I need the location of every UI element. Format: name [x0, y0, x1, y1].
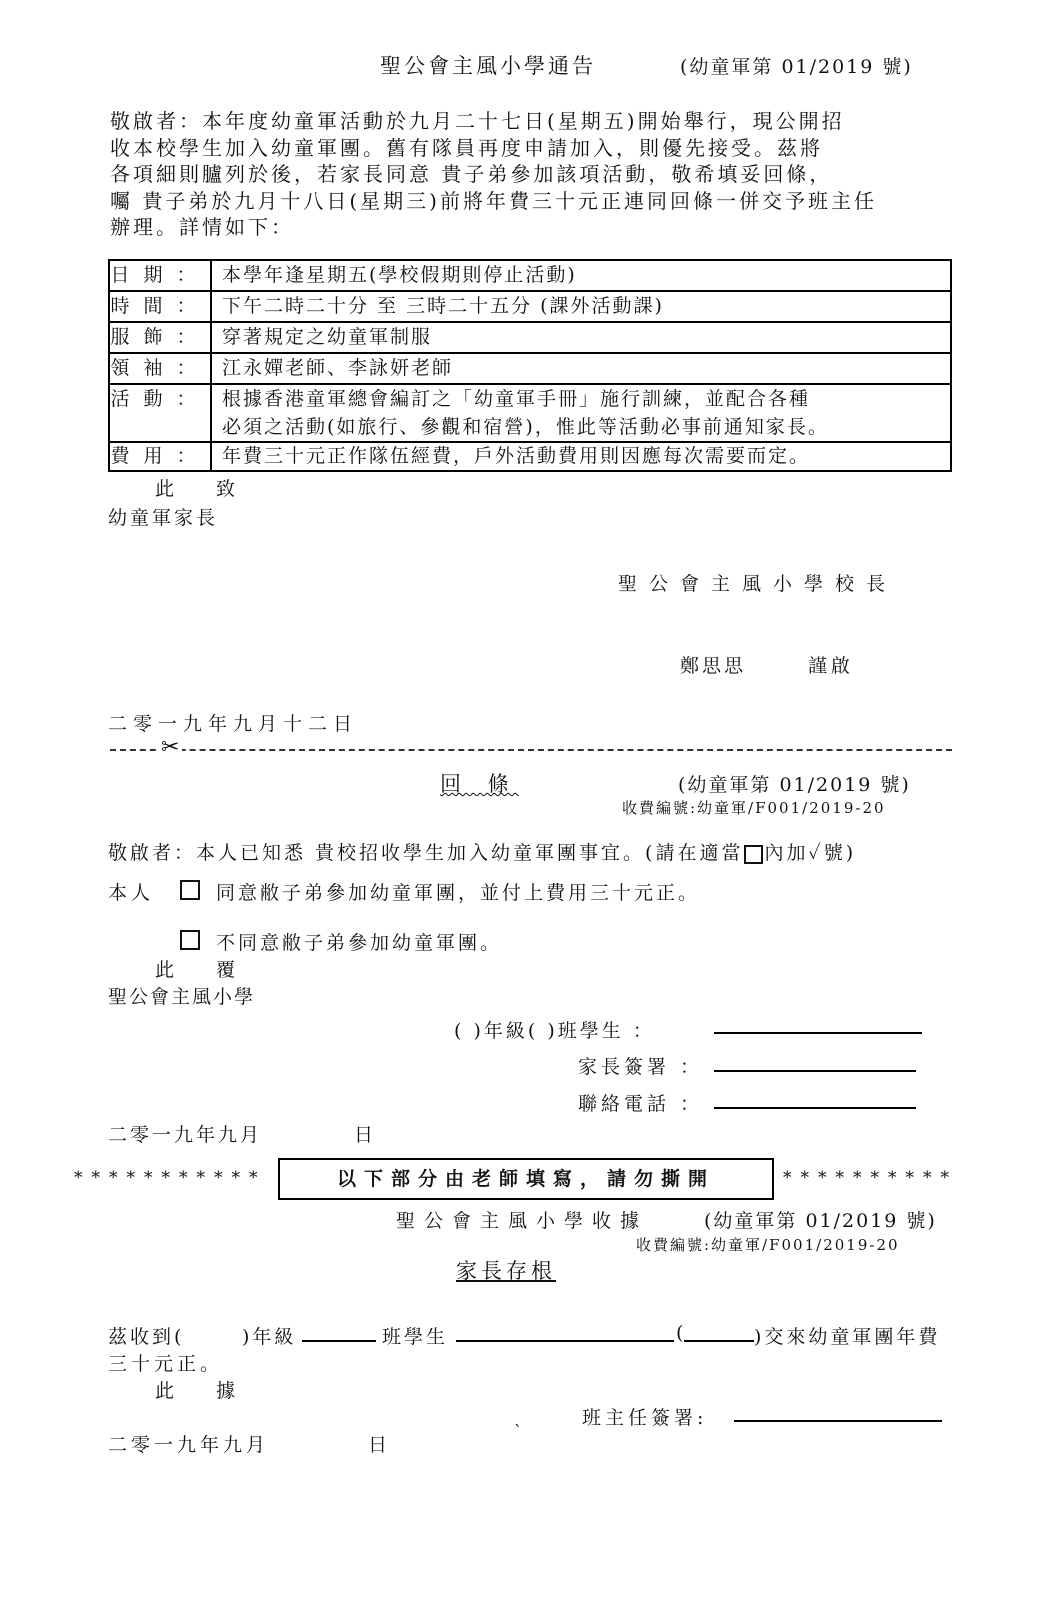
- reply-closing: 此 覆: [155, 959, 254, 981]
- receipt-date: 二零一九年九月: [108, 1434, 270, 1456]
- contact-phone-label: 聯絡電話 ：: [578, 1093, 704, 1115]
- detail-label: 領袖：: [109, 353, 211, 384]
- table-row: [109, 260, 951, 291]
- detail-value-line: 江永嬋老師、李詠妍老師: [222, 357, 454, 379]
- intro-line: 囑 貴子弟於九月十八日(星期三)前將年費三十元正連同回條一併交予班主任: [110, 188, 877, 213]
- detail-value: [211, 353, 951, 384]
- salutation: 此 致: [155, 478, 254, 500]
- table-row: [109, 442, 951, 471]
- receipt-text-d: (: [676, 1322, 684, 1344]
- reply-instruction-post: 號): [823, 842, 857, 864]
- table-row: [109, 353, 951, 384]
- agree-option-label: 同意敝子弟參加幼童軍團，並付上費用三十元正。: [216, 882, 701, 904]
- reply-intro-line: [108, 838, 856, 865]
- contact-phone-field[interactable]: [714, 1107, 916, 1109]
- receipt-text-c: 班學生: [382, 1326, 449, 1348]
- receipt-fee-code: 收費編號:幼童軍/F001/2019-20: [636, 1236, 900, 1254]
- reply-title: 回 條: [440, 772, 519, 796]
- check-mark-icon: ✓: [808, 842, 824, 864]
- banner-stars-right: **********: [783, 1168, 958, 1188]
- receipt-class-field[interactable]: [302, 1340, 376, 1342]
- detail-value-line: 穿著規定之幼童軍制服: [222, 326, 433, 348]
- detail-value-line: 本學年逢星期五(學校假期則停止活動): [222, 264, 577, 286]
- detail-value-line: 年費三十元正作隊伍經費，戶外活動費用則因應每次需要而定。: [222, 445, 811, 467]
- teacher-section-banner: 以下部分由老師填寫，請勿撕開: [278, 1158, 774, 1200]
- parent-signature-label: 家長簽署 ：: [578, 1056, 704, 1078]
- intro-line: 辦理。詳情如下：: [110, 215, 294, 239]
- intro-line: 敬啟者：本年度幼童軍活動於九月二十七日(星期五)開始舉行，現公開招: [110, 109, 845, 133]
- reply-instruction-mid: 內加: [764, 842, 809, 864]
- receipt-title: 聖公會主風小學收據: [396, 1210, 649, 1232]
- reply-intro: 敬啟者：本人已知悉 貴校招收學生加入幼童軍團事宜。: [108, 842, 646, 864]
- receipt-reference: (幼童軍第 01/2019 號): [704, 1210, 937, 1232]
- student-class-label: ( )年級( )班學生 ：: [454, 1020, 655, 1042]
- agree-checkbox[interactable]: [180, 880, 200, 900]
- teacher-signature-label: 班主任簽署:: [582, 1407, 708, 1429]
- receipt-class-number-field[interactable]: [684, 1340, 754, 1342]
- reply-date: 二零一九年九月: [108, 1124, 263, 1146]
- detail-value: [211, 322, 951, 353]
- detail-label: 費用：: [109, 442, 211, 471]
- person-label: 本人: [108, 882, 155, 904]
- detail-label: 日期：: [109, 260, 211, 291]
- detail-label: 服飾：: [109, 322, 211, 353]
- intro-line: 各項細則臚列於後，若家長同意 貴子弟參加該項活動，敬希填妥回條，: [110, 162, 833, 186]
- detail-value-line: 必須之活動(如旅行、參觀和宿營)，惟此等活動必事前通知家長。: [222, 416, 829, 438]
- table-row: [109, 322, 951, 353]
- receipt-text-e: )交來幼童軍團年費: [754, 1326, 941, 1348]
- table-row: [109, 384, 951, 442]
- intro-line: 收本校學生加入幼童軍團。舊有隊員再度申請加入，則優先接受。茲將: [110, 135, 823, 160]
- reply-day-suffix: 日: [354, 1124, 374, 1146]
- receipt-student-name-field[interactable]: [456, 1340, 674, 1342]
- teacher-signature-field[interactable]: [734, 1420, 942, 1422]
- receipt-text-amount: 三十元正。: [108, 1353, 224, 1375]
- detail-value-line: 下午二時二十分 至 三時二十五分 (課外活動課): [222, 295, 664, 317]
- scissors-icon: ✂: [158, 735, 182, 760]
- reply-recipient: 聖公會主風小學: [108, 986, 256, 1008]
- notice-date: 二零一九年九月十二日: [108, 713, 359, 735]
- reply-fee-code: 收費編號:幼童軍/F001/2019-20: [622, 799, 886, 817]
- reply-instruction-pre: (請在適當: [645, 842, 744, 864]
- receipt-closing: 此 據: [155, 1380, 254, 1402]
- detail-value: [211, 384, 951, 442]
- activity-details-table: [108, 259, 952, 472]
- disagree-option-label: 不同意敝子弟參加幼童軍團。: [216, 932, 503, 954]
- detail-value-line: 根據香港童軍總會編訂之「幼童軍手冊」施行訓練，並配合各種: [222, 388, 811, 410]
- detail-value: [211, 260, 951, 291]
- checkbox-sample-icon: [744, 845, 763, 864]
- disagree-checkbox[interactable]: [180, 930, 200, 950]
- parent-signature-field[interactable]: [714, 1070, 916, 1072]
- addressee: 幼童軍家長: [108, 507, 219, 529]
- receipt-text-b: )年級: [242, 1326, 297, 1348]
- detail-label: 時間：: [109, 291, 211, 322]
- signatory-closing: 謹啟: [808, 655, 855, 677]
- signatory-name: 鄭思思: [680, 655, 747, 677]
- detail-label: 活動：: [109, 384, 211, 442]
- detail-value: [211, 442, 951, 471]
- receipt-subtitle: 家長存根: [456, 1259, 556, 1283]
- detail-value: [211, 291, 951, 322]
- signatory-title: 聖公會主風小學校長: [618, 573, 898, 595]
- cut-line: [110, 749, 952, 751]
- notice-intro: [110, 108, 950, 241]
- receipt-text-a: 茲收到(: [108, 1326, 185, 1348]
- notice-title: 聖公會主風小學通告: [380, 54, 596, 78]
- receipt-day-suffix: 日: [368, 1434, 388, 1456]
- notice-reference: (幼童軍第 01/2019 號): [680, 56, 913, 78]
- student-name-field[interactable]: [714, 1032, 922, 1034]
- banner-stars-left: ***********: [74, 1168, 267, 1188]
- stray-mark: `: [514, 1422, 522, 1441]
- reply-reference: (幼童軍第 01/2019 號): [678, 774, 911, 796]
- table-row: [109, 291, 951, 322]
